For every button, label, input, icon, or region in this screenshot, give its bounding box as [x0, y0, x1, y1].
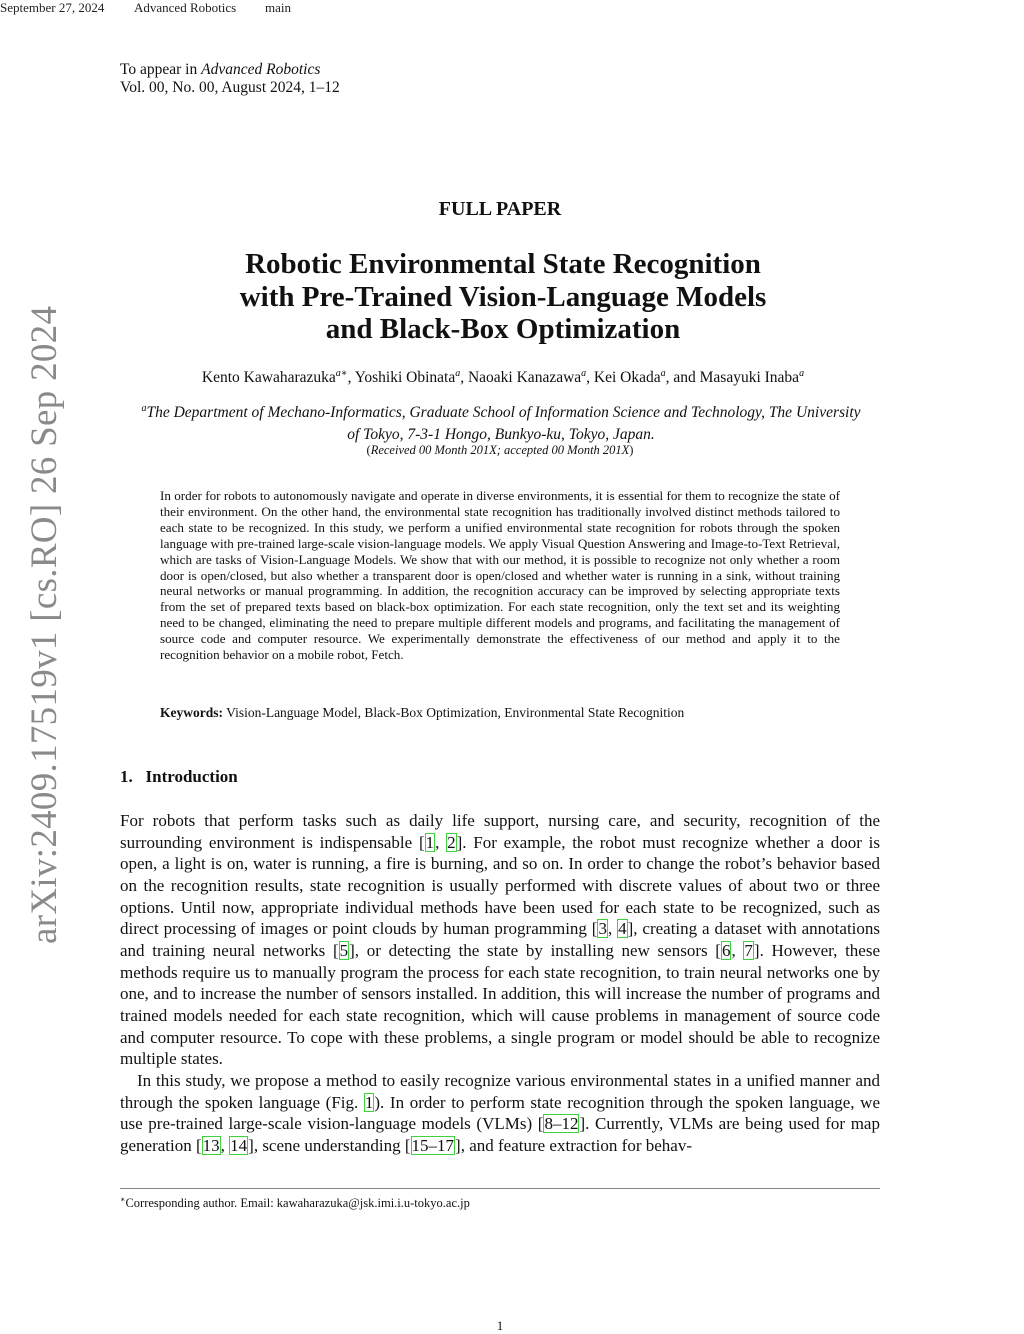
affiliation	[140, 398, 862, 446]
author-mark: a∗	[335, 368, 348, 379]
text-run: ,	[220, 1135, 230, 1155]
paragraph-2	[120, 1070, 880, 1157]
section-heading	[120, 767, 238, 787]
venue-volume: Vol. 00, No. 00, August 2024, 1–12	[120, 79, 340, 96]
text-run: ]. However, these methods require us to manually program the process for each state recognition, to train neural networks one by one, and to increase the number of sensors installed. In addition, this will increase the number of programs and trained models needed for each state recognition, which will cause problems in management of source code and computer resource. To cope with these problems, a single program or model should be able to recognize multiple states.	[120, 940, 880, 1069]
text-run: ,	[731, 940, 744, 960]
text-run: ], and feature extraction for behav-	[455, 1135, 692, 1155]
text-run: ], creating a dataset with annotations and training neural networks [	[120, 919, 881, 960]
page-number: 1	[496, 1318, 504, 1333]
footnote-mark: ∗	[120, 1195, 126, 1204]
author-list	[0, 368, 1006, 387]
author-mark: a	[581, 368, 587, 379]
venue-block	[120, 61, 340, 97]
running-header-file: main	[265, 0, 291, 15]
section-title: Introduction	[145, 767, 238, 786]
running-header-date: September 27, 2024	[0, 0, 105, 15]
footnote	[120, 1195, 470, 1211]
venue-prefix: To appear in	[120, 61, 202, 78]
text-run: ]. Currently, VLMs are being used for map generation [	[120, 1114, 880, 1155]
paper-type: FULL PAPER	[438, 198, 562, 220]
author-separator: , and	[665, 369, 700, 387]
author	[355, 369, 468, 386]
text-run: ], or detecting the state by installing new sensors [	[349, 940, 721, 960]
title-line-2: with Pre-Trained Vision-Language Models	[239, 280, 767, 313]
citation-link[interactable]: 14	[230, 1135, 248, 1155]
author-separator: ,	[347, 369, 355, 387]
author-name: Yoshiki Obinata	[354, 369, 456, 387]
venue-journal: Advanced Robotics	[201, 61, 321, 78]
text-run: ). In order to perform state recognition through the spoken language, we use pre-trained large-scale vision-language models (VLMs) [	[120, 1092, 880, 1134]
keywords	[160, 705, 684, 721]
received-open: (	[366, 443, 371, 457]
author	[202, 369, 355, 386]
paragraph-1	[120, 810, 880, 1070]
section-number: 1.	[120, 767, 133, 786]
citation-link[interactable]: 6	[721, 940, 731, 960]
abstract	[160, 488, 840, 663]
title-line-3: and Black-Box Optimization	[325, 313, 681, 345]
affiliation-text: The Department of Mechano-Informatics, Graduate School of Information Science and Technology, The University of Tokyo, 7-3-1 Hongo, Bunkyo-ku, Tokyo, Japan.	[146, 404, 861, 444]
received-close: )	[629, 443, 634, 457]
keywords-label: Keywords:	[160, 705, 223, 720]
title-line-1: Robotic Environmental State Recognition	[245, 248, 761, 280]
citation-link[interactable]: 2	[447, 832, 456, 852]
body-text	[120, 810, 880, 1157]
author-mark: a	[660, 368, 666, 379]
text-run: ,	[607, 919, 618, 939]
author-mark: a	[455, 368, 461, 379]
citation-link[interactable]: 13	[202, 1135, 220, 1155]
footnote-rule	[120, 1188, 880, 1189]
citation-link[interactable]: 3	[598, 919, 607, 939]
author-name: Kei Okada	[593, 369, 661, 387]
text-run: ], scene understanding [	[248, 1135, 411, 1155]
author-separator: ,	[460, 369, 468, 387]
keywords-text: Vision-Language Model, Black-Box Optimization, Environmental State Recognition	[223, 705, 685, 720]
author-separator: ,	[586, 369, 594, 387]
paper-title	[0, 248, 1006, 346]
text-run: ]. For example, the robot must recognize whether a door is open, a light is on, water is running, a fire is burning, and so on. In order to change the robot’s behavior based on the recognition results, state recognition is usually performed with discrete values of about two or three options. Until now, appropriate individual methods have been used for each state to be recognized, such as direct processing of images or point clouds by human programming [	[120, 832, 881, 939]
arxiv-stamp: arXiv:2409.17519v1 [cs.RO] 26 Sep 2024	[24, 305, 65, 944]
citation-link[interactable]: 7	[744, 940, 753, 960]
citation-link[interactable]: 8–12	[544, 1114, 579, 1134]
author-name: Naoaki Kanazawa	[467, 369, 582, 387]
citation-link[interactable]: 1	[425, 832, 435, 852]
author	[468, 369, 594, 386]
citation-link[interactable]: 15–17	[411, 1135, 455, 1155]
text-run: ,	[435, 832, 447, 852]
affiliation-mark: a	[141, 403, 147, 414]
citation-link[interactable]: 5	[339, 940, 349, 960]
author-name: Masayuki Inaba	[699, 369, 800, 387]
abstract-text: In order for robots to autonomously navigate and operate in diverse environments, it is essential for them to recognize the state of their environment. On the other hand, the environmental state recognition has traditionally involved distinct methods tailored to each state to be recognized. In this study, we perform a unified environmental state recognition for robots through the spoken language with pre-trained large-scale vision-language models. We apply Visual Question Answering and Image-to-Text Retrieval, which are tasks of Vision-Language Models. We show that with our method, it is possible to recognize not only whether a room door is open/closed, but also whether a transparent door is open/closed and whether water is running in a sink, without training neural networks or manual programming. In addition, the recognition accuracy can be improved by selecting appropriate texts from the set of prepared texts based on black-box optimization. For each state recognition, only the text set and its weighting need to be changed, eliminating the need to prepare multiple different models and programs, and facilitating the management of source code and computer resource. We experimentally demonstrate the effectiveness of our method and apply it to the recognition behavior on a mobile robot, Fetch.	[160, 488, 840, 663]
received-text: Received 00 Month 201X; accepted 00 Month 201X	[370, 443, 630, 457]
citation-link[interactable]: 4	[618, 919, 627, 939]
author	[700, 369, 804, 386]
figure-link[interactable]: 1	[364, 1092, 374, 1112]
author	[594, 369, 700, 386]
author-name: Kento Kawaharazuka	[201, 369, 336, 387]
running-header-journal: Advanced Robotics	[134, 0, 237, 15]
text-run: In this study, we propose a method to easily recognize various environmental states in a unified manner and through the spoken language (Fig.	[120, 1070, 880, 1112]
footnote-text: Corresponding author. Email: kawaharazuka@jsk.imi.i.u-tokyo.ac.jp	[125, 1196, 470, 1211]
text-run: For robots that perform tasks such as daily life support, nursing care, and security, recognition of the surrounding environment is indispensable [	[120, 811, 880, 852]
venue-line	[120, 61, 340, 79]
received-dates	[0, 443, 1000, 458]
author-mark: a	[799, 368, 805, 379]
